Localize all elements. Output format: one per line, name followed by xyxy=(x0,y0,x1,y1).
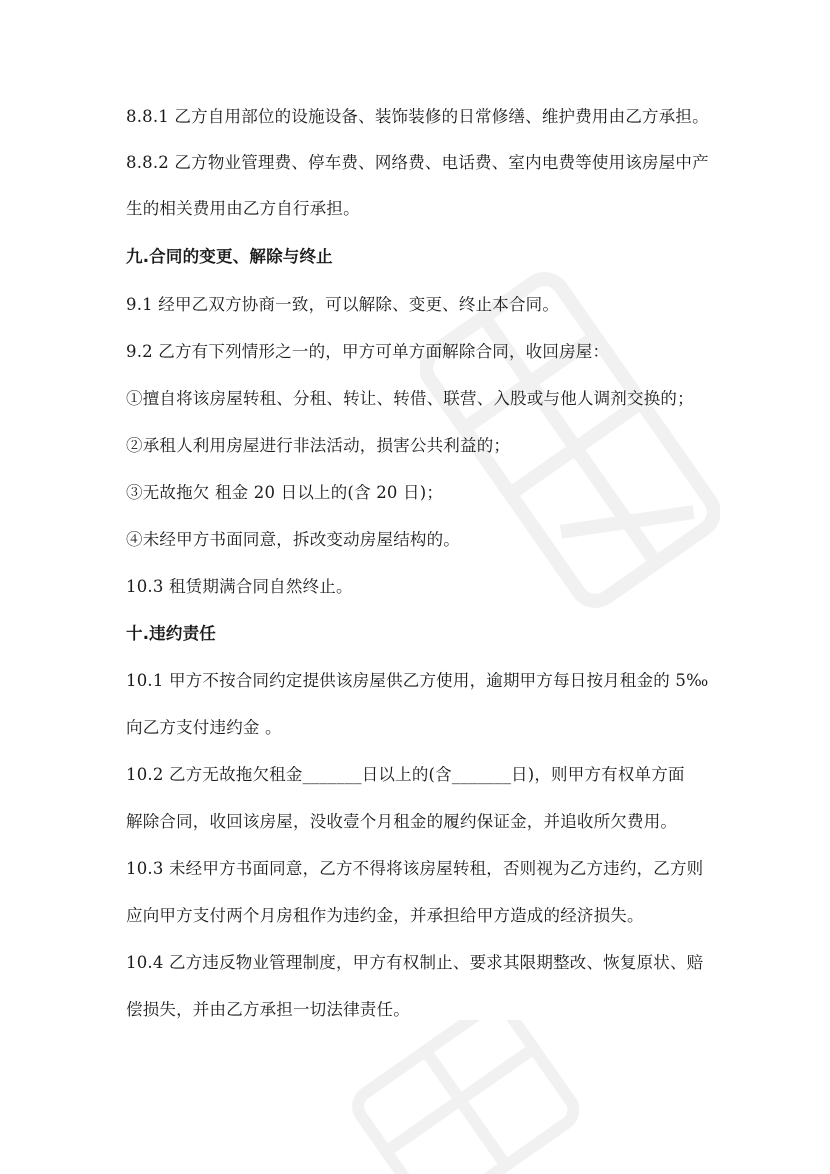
clause-10-1-line2: 向乙方支付违约金 。 xyxy=(126,718,282,737)
clause-9-2-item-3: ③无故拖欠 租金 20 日以上的(含 20 日)； xyxy=(126,483,444,502)
clause-8-8-1: 8.8.1 乙方自用部位的设施设备、装饰装修的日常修缮、维护费用由乙方承担。 xyxy=(126,107,709,126)
clause-10-4-line1: 10.4 乙方违反物业管理制度，甲方有权制止、要求其限期整改、恢复原状、赔 xyxy=(126,953,704,972)
watermark-stamp-bottom xyxy=(330,1020,590,1174)
clause-10-3-line2: 应向甲方支付两个月房租作为违约金，并承担给甲方造成的经济损失。 xyxy=(126,906,644,925)
clause-9-2-item-2: ②承租人利用房屋进行非法活动，损害公共利益的； xyxy=(126,436,511,455)
clause-10-4-line2: 偿损失，并由乙方承担一切法律责任。 xyxy=(126,1000,410,1019)
clause-8-8-2-line2: 生的相关费用由乙方自行承担。 xyxy=(126,199,360,218)
stamp-watermark-icon xyxy=(330,1020,590,1174)
clause-10-3-expiry: 10.3 租赁期满合同自然终止。 xyxy=(126,577,353,596)
clause-10-3-line1: 10.3 未经甲方书面同意，乙方不得将该房屋转租，否则视为乙方违约，乙方则 xyxy=(126,859,704,878)
clause-9-2-item-4: ④未经甲方书面同意，拆改变动房屋结构的。 xyxy=(126,530,460,549)
section-heading-9: 九.合同的变更、解除与终止 xyxy=(126,247,333,266)
clause-10-2-line2: 解除合同，收回该房屋，没收壹个月租金的履约保证金，并追收所欠费用。 xyxy=(126,812,678,831)
clause-8-8-2-line1: 8.8.2 乙方物业管理费、停车费、网络费、电话费、室内电费等使用该房屋中产 xyxy=(126,153,709,172)
clause-9-1: 9.1 经甲乙双方协商一致，可以解除、变更、终止本合同。 xyxy=(126,295,560,314)
clause-9-2: 9.2 乙方有下列情形之一的，甲方可单方面解除合同，收回房屋： xyxy=(126,342,610,361)
clause-10-1-line1: 10.1 甲方不按合同约定提供该房屋供乙方使用，逾期甲方每日按月租金的 5‰ xyxy=(126,671,709,690)
clause-9-2-item-1: ①擅自将该房屋转租、分租、转让、转借、联营、入股或与他人调剂交换的； xyxy=(126,389,694,408)
section-heading-10: 十.违约责任 xyxy=(126,624,216,643)
clause-10-2-line1: 10.2 乙方无故拖欠租金_______日以上的(含_______日)，则甲方有权单方面 xyxy=(126,765,685,784)
